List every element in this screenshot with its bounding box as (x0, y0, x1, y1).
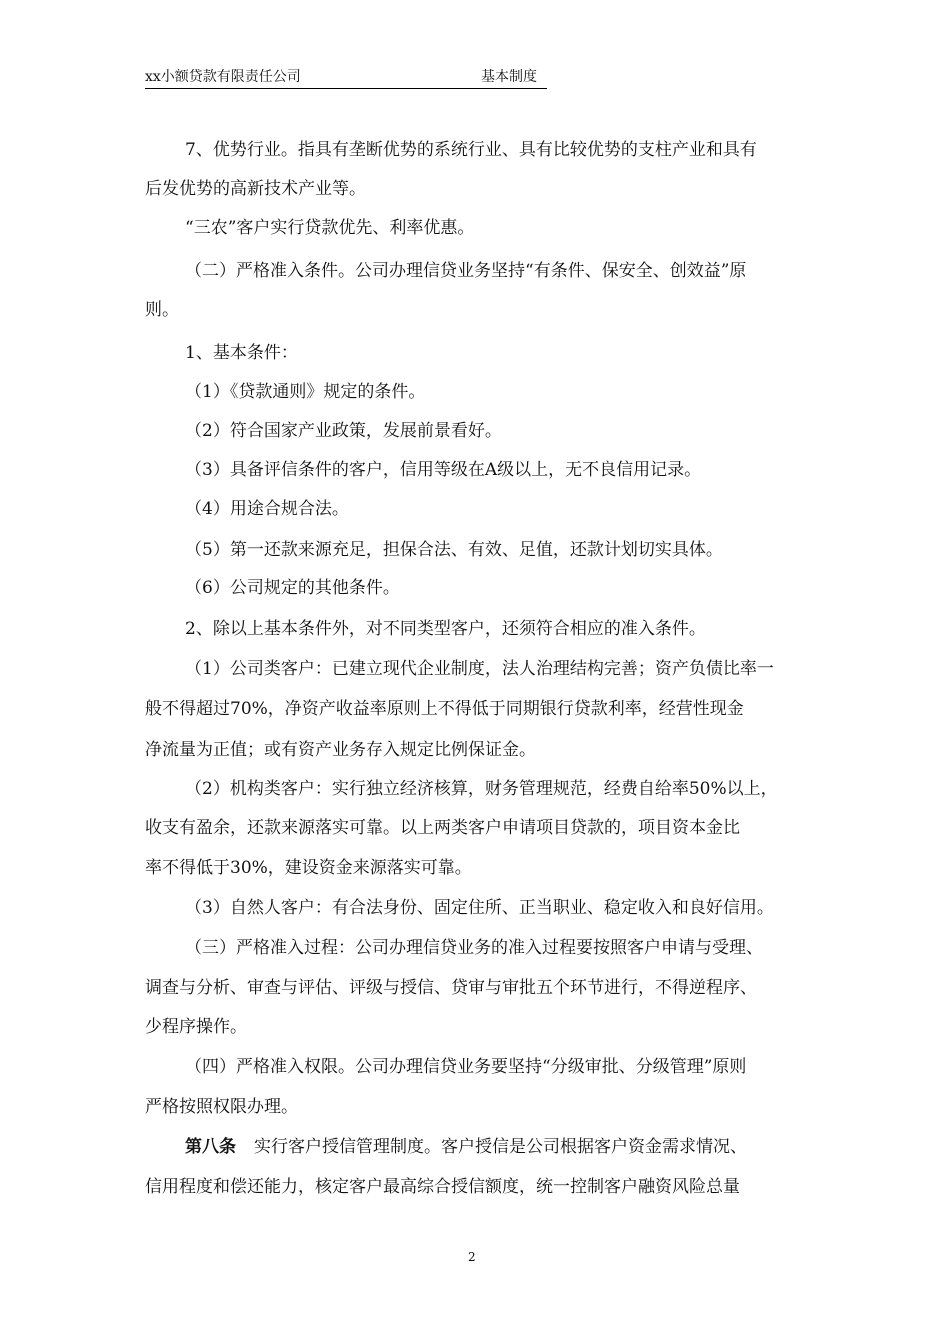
article-line (185, 1135, 747, 1159)
text-line: 1、基本条件： (185, 343, 298, 363)
text-line: 信用程度和偿还能力，核定客户最高综合授信额度，统一控制客户融资风险总量 (145, 1177, 740, 1197)
text-line: （1）公司类客户：已建立现代企业制度，法人治理结构完善；资产负债比率一 (185, 659, 774, 679)
header-company: xx小额贷款有限责任公司 (145, 69, 301, 85)
text-line: （三）严格准入过程：公司办理信贷业务的准入过程要按照客户申请与受理、 (185, 938, 763, 958)
page-header (145, 68, 547, 89)
text-line: （四）严格准入权限。公司办理信贷业务要坚持“分级审批、分级管理”原则 (185, 1057, 747, 1077)
text-line: （6）公司规定的其他条件。 (185, 578, 400, 598)
text-line: （3）具备评信条件的客户，信用等级在A级以上，无不良信用记录。 (185, 460, 702, 480)
text-line: 则。 (145, 300, 179, 320)
text-line: （4）用途合规合法。 (185, 499, 349, 519)
text-line: 严格按照权限办理。 (145, 1097, 298, 1117)
text-line: （二）严格准入条件。公司办理信贷业务坚持“有条件、保安全、创效益”原 (185, 261, 747, 281)
text-line: （2）机构类客户：实行独立经济核算，财务管理规范，经费自给率50%以上， (185, 779, 778, 799)
text-line: （1）《贷款通则》规定的条件。 (185, 382, 426, 402)
text-line: 后发优势的高新技术产业等。 (145, 179, 366, 199)
text-line: 7、优势行业。指具有垄断优势的系统行业、具有比较优势的支柱产业和具有 (185, 140, 757, 160)
article-text: 实行客户授信管理制度。客户授信是公司根据客户资金需求情况、 (254, 1137, 747, 1157)
text-line: （2）符合国家产业政策，发展前景看好。 (185, 421, 502, 441)
text-line: 净流量为正值；或有资产业务存入规定比例保证金。 (145, 740, 536, 760)
article-label: 第八条 (185, 1137, 236, 1157)
text-line: （3）自然人客户：有合法身份、固定住所、正当职业、稳定收入和良好信用。 (185, 898, 774, 918)
text-line: 少程序操作。 (145, 1017, 247, 1037)
text-line: （5）第一还款来源充足，担保合法、有效、足值，还款计划切实具体。 (185, 540, 723, 560)
text-line: 收支有盈余，还款来源落实可靠。以上两类客户申请项目贷款的，项目资本金比 (145, 818, 740, 838)
text-line: 般不得超过70%，净资产收益率原则上不得低于同期银行贷款利率，经营性现金 (145, 699, 744, 719)
header-title: 基本制度 (481, 69, 537, 85)
text-line: “三农”客户实行贷款优先、利率优惠。 (185, 218, 475, 238)
text-line: 率不得低于30%，建设资金来源落实可靠。 (145, 858, 472, 878)
text-line: 2、除以上基本条件外，对不同类型客户，还须符合相应的准入条件。 (185, 619, 706, 639)
text-line: 调查与分析、审查与评估、评级与授信、贷审与审批五个环节进行，不得逆程序、 (145, 978, 757, 998)
page-number: 2 (468, 1250, 476, 1264)
